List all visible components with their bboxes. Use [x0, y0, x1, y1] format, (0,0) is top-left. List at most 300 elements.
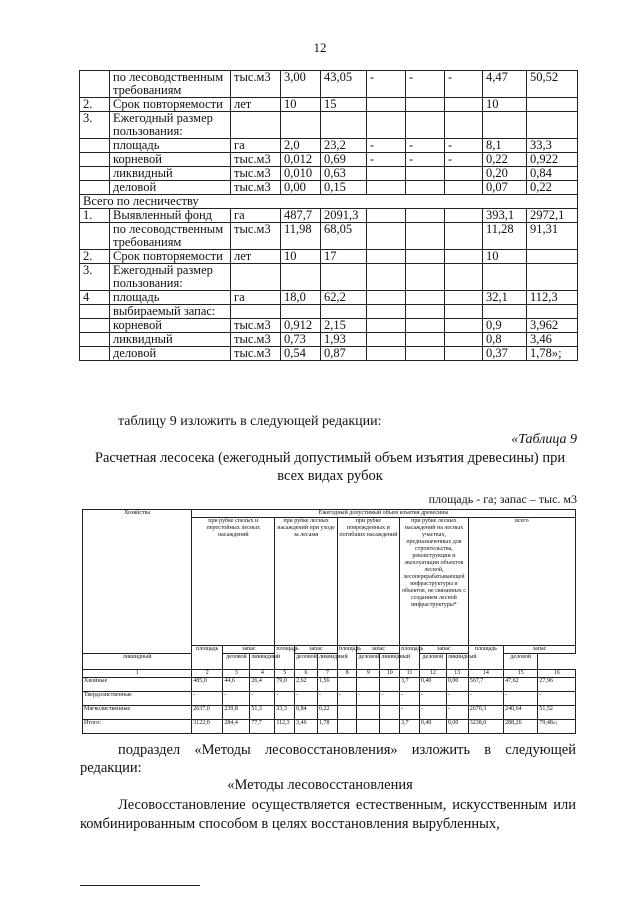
value-cell — [367, 167, 406, 181]
table-row — [80, 319, 578, 333]
value-cell: - — [275, 692, 295, 706]
value-cell — [337, 706, 357, 720]
value-cell: 4,47 — [483, 71, 527, 98]
value-cell — [445, 223, 483, 250]
row-name: корневой — [110, 319, 231, 333]
value-cell — [281, 112, 321, 139]
row-unit: тыс.м3 — [231, 223, 281, 250]
table-row — [80, 167, 578, 181]
row-name: корневой — [110, 153, 231, 167]
value-cell: 0,22 — [317, 706, 337, 720]
value-cell: - — [504, 692, 538, 706]
value-cell: - — [367, 153, 406, 167]
farm-name: Твердолиственные — [83, 692, 192, 706]
table-label: «Таблица 9 — [511, 432, 577, 447]
column-number: 16 — [538, 670, 576, 678]
row-name: площадь — [110, 139, 231, 153]
value-cell — [367, 250, 406, 264]
value-cell: - — [367, 71, 406, 98]
value-cell: - — [445, 71, 483, 98]
value-cell: 10 — [281, 250, 321, 264]
value-cell: 17 — [321, 250, 367, 264]
value-cell: 3122,0 — [192, 720, 223, 734]
value-cell — [380, 720, 400, 734]
row-unit: лет — [231, 98, 281, 112]
row-number — [80, 153, 110, 167]
row-name: выбираемый запас: — [110, 305, 231, 319]
subheader-area: площадь — [468, 646, 503, 670]
table-row — [80, 153, 578, 167]
value-cell — [445, 167, 483, 181]
value-cell: - — [538, 692, 576, 706]
row-number — [80, 71, 110, 98]
row-number — [80, 223, 110, 250]
value-cell: 3,7 — [400, 678, 420, 692]
subheader-stock: запас — [357, 646, 400, 654]
value-cell: 2670,3 — [468, 706, 503, 720]
value-cell — [367, 305, 406, 319]
row-name: Срок повторяемости — [110, 250, 231, 264]
value-cell: 1,78 — [317, 720, 337, 734]
value-cell: 51,52 — [538, 706, 576, 720]
row-unit — [231, 112, 281, 139]
header-farm: Хозяйства — [83, 510, 192, 654]
row-name: Срок повторяемости — [110, 98, 231, 112]
value-cell: 0,00 — [281, 181, 321, 195]
value-cell: 3,00 — [281, 71, 321, 98]
value-cell: - — [446, 706, 468, 720]
column-number: 6 — [295, 670, 318, 678]
value-cell — [527, 250, 578, 264]
value-cell: - — [445, 153, 483, 167]
column-number: 2 — [192, 670, 223, 678]
row-number: 2. — [80, 250, 110, 264]
value-cell — [445, 250, 483, 264]
value-cell — [321, 112, 367, 139]
value-cell: 0,40 — [419, 678, 446, 692]
value-cell: 240,64 — [504, 706, 538, 720]
value-cell: 15 — [321, 98, 367, 112]
value-cell — [406, 264, 445, 291]
column-number: 15 — [504, 670, 538, 678]
allowable-cut-table — [82, 509, 576, 734]
row-unit: тыс.м3 — [231, 167, 281, 181]
table-row — [80, 209, 578, 223]
value-cell — [281, 305, 321, 319]
row-unit: га — [231, 139, 281, 153]
column-number: 11 — [400, 670, 420, 678]
value-cell — [445, 347, 483, 361]
row-name: Ежегодный размер пользования: — [110, 112, 231, 139]
value-cell — [527, 264, 578, 291]
row-number: 1. — [80, 209, 110, 223]
value-cell — [406, 223, 445, 250]
value-cell: - — [406, 71, 445, 98]
row-unit: га — [231, 291, 281, 305]
value-cell: - — [295, 692, 318, 706]
table-row — [83, 720, 576, 734]
value-cell: 0,20 — [483, 167, 527, 181]
value-cell: 18,0 — [281, 291, 321, 305]
value-cell — [445, 98, 483, 112]
value-cell — [367, 98, 406, 112]
table9-title: Расчетная лесосека (ежегодный допустимый объем изъятия древесины) при всех видах рубок — [94, 450, 566, 484]
value-cell: - — [468, 692, 503, 706]
value-cell: 33,3 — [275, 706, 295, 720]
value-cell — [321, 264, 367, 291]
value-cell: 0,63 — [321, 167, 367, 181]
section-row — [80, 195, 578, 209]
table-row — [80, 223, 578, 250]
value-cell: - — [367, 139, 406, 153]
value-cell: 2,0 — [281, 139, 321, 153]
value-cell: 1,93 — [321, 333, 367, 347]
value-cell: 0,22 — [527, 181, 578, 195]
row-name: по лесоводственным требованиям — [110, 71, 231, 98]
column-number: 5 — [275, 670, 295, 678]
table-row — [80, 264, 578, 291]
value-cell — [367, 291, 406, 305]
column-number: 3 — [223, 670, 250, 678]
subheader-liquid: ликвидный — [83, 654, 192, 670]
value-cell — [445, 319, 483, 333]
value-cell: - — [250, 692, 275, 706]
value-cell — [337, 678, 357, 692]
value-cell — [367, 347, 406, 361]
row-number — [80, 333, 110, 347]
subheader-area: площадь — [275, 646, 295, 670]
value-cell — [406, 112, 445, 139]
value-cell: 0,87 — [321, 347, 367, 361]
value-cell: - — [400, 706, 420, 720]
value-cell — [445, 112, 483, 139]
row-name: Выявленный фонд — [110, 209, 231, 223]
table-row — [83, 706, 576, 720]
value-cell — [483, 305, 527, 319]
group-construction: при рубке лесных насаждений на лесных участках, предназначенных для строительства, реконструкции и эксплуатации объектов лесной, лесоперерабатывающей инфраструктуры и объектов, не связанных с созданием лесной инфраструктуры* — [400, 518, 469, 646]
value-cell: 10 — [483, 250, 527, 264]
page-number: 12 — [313, 40, 327, 55]
value-cell — [406, 347, 445, 361]
row-number — [80, 305, 110, 319]
value-cell: - — [223, 692, 250, 706]
value-cell: 0,00 — [446, 720, 468, 734]
column-number: 14 — [468, 670, 503, 678]
stock-table — [79, 70, 578, 361]
row-number — [80, 319, 110, 333]
row-unit: лет — [231, 250, 281, 264]
row-name: деловой — [110, 347, 231, 361]
row-name: ликвидный — [110, 167, 231, 181]
value-cell — [406, 333, 445, 347]
value-cell — [527, 305, 578, 319]
value-cell — [367, 112, 406, 139]
column-number-row — [83, 670, 576, 678]
value-cell: - — [406, 139, 445, 153]
value-cell: 32,1 — [483, 291, 527, 305]
value-cell: 27,96 — [538, 678, 576, 692]
value-cell: 47,62 — [504, 678, 538, 692]
value-cell — [445, 181, 483, 195]
row-unit — [231, 305, 281, 319]
row-number: 3. — [80, 264, 110, 291]
value-cell: 3238,0 — [468, 720, 503, 734]
section-title: Всего по лесничеству — [80, 195, 578, 209]
subheader-stock: запас — [419, 646, 468, 654]
value-cell: 11,28 — [483, 223, 527, 250]
methods-heading: «Методы лесовосстановления — [227, 777, 413, 793]
row-name: ликвидный — [110, 333, 231, 347]
column-number: 4 — [250, 670, 275, 678]
value-cell: 0,912 — [281, 319, 321, 333]
row-unit: тыс.м3 — [231, 333, 281, 347]
value-cell: - — [419, 706, 446, 720]
value-cell — [483, 112, 527, 139]
methods-text: Лесовосстановление осуществляется естественным, искусственным или комбинированным способом в целях восстановления вырубленных, — [80, 797, 576, 832]
table-row — [80, 291, 578, 305]
value-cell — [483, 264, 527, 291]
value-cell — [445, 291, 483, 305]
column-number: 12 — [419, 670, 446, 678]
value-cell — [445, 305, 483, 319]
value-cell — [445, 264, 483, 291]
value-cell — [367, 264, 406, 291]
value-cell: 2,15 — [321, 319, 367, 333]
value-cell: 487,7 — [281, 209, 321, 223]
value-cell: 0,73 — [281, 333, 321, 347]
subheader-stock: запас — [295, 646, 338, 654]
value-cell: 0,07 — [483, 181, 527, 195]
value-cell: 8,1 — [483, 139, 527, 153]
value-cell — [367, 333, 406, 347]
value-cell: 26,4 — [250, 678, 275, 692]
value-cell: - — [445, 139, 483, 153]
column-number: 7 — [317, 670, 337, 678]
value-cell — [406, 291, 445, 305]
value-cell: - — [446, 692, 468, 706]
value-cell: 10 — [483, 98, 527, 112]
subheader-stock: запас — [223, 646, 275, 654]
subheader-liquid: ликвидный — [317, 654, 337, 670]
value-cell: 112,3 — [275, 720, 295, 734]
value-cell — [321, 305, 367, 319]
subheader-liquid: ликвидный — [250, 654, 275, 670]
value-cell: 284,4 — [223, 720, 250, 734]
row-name: деловой — [110, 181, 231, 195]
value-cell: 2972,1 — [527, 209, 578, 223]
value-cell: 0,22 — [483, 153, 527, 167]
subheader-stock: запас — [504, 646, 576, 654]
value-cell: 68,05 — [321, 223, 367, 250]
value-cell: 50,52 — [527, 71, 578, 98]
row-number: 4 — [80, 291, 110, 305]
value-cell: 23,2 — [321, 139, 367, 153]
value-cell: 1,56 — [317, 678, 337, 692]
value-cell: 2091,3 — [321, 209, 367, 223]
footnote-divider — [80, 885, 200, 886]
row-name: по лесоводственным требованиям — [110, 223, 231, 250]
table-row — [83, 692, 576, 706]
value-cell: 0,54 — [281, 347, 321, 361]
subheader-business: деловой — [295, 654, 318, 670]
table-row — [80, 71, 578, 98]
row-name: площадь — [110, 291, 231, 305]
table-row — [80, 181, 578, 195]
value-cell — [406, 209, 445, 223]
value-cell — [527, 98, 578, 112]
column-number: 9 — [357, 670, 380, 678]
value-cell — [357, 678, 380, 692]
value-cell: 10 — [281, 98, 321, 112]
subheader-business: деловой — [419, 654, 446, 670]
value-cell: 91,31 — [527, 223, 578, 250]
farm-name: Хвойные — [83, 678, 192, 692]
value-cell — [380, 706, 400, 720]
table-row — [80, 112, 578, 139]
value-cell: 0,00 — [446, 678, 468, 692]
subheader-area: площадь — [192, 646, 223, 670]
farm-name: Мягколиственные — [83, 706, 192, 720]
value-cell: 0,84 — [527, 167, 578, 181]
value-cell: 239,8 — [223, 706, 250, 720]
row-name: Ежегодный размер пользования: — [110, 264, 231, 291]
subheader-liquid: ликвидный — [446, 654, 468, 670]
value-cell — [406, 98, 445, 112]
group-total: всего — [468, 518, 575, 646]
value-cell: 79,48»; — [538, 720, 576, 734]
row-unit: тыс.м3 — [231, 71, 281, 98]
row-number: 2. — [80, 98, 110, 112]
value-cell: 288,26 — [504, 720, 538, 734]
table-row — [80, 250, 578, 264]
row-unit: га — [231, 209, 281, 223]
value-cell: 112,3 — [527, 291, 578, 305]
farm-name: Итого: — [83, 720, 192, 734]
group-damaged: при рубке поврежденных и погибших насаждений — [337, 518, 399, 646]
table-row — [80, 333, 578, 347]
table-row — [80, 139, 578, 153]
value-cell: 3,46 — [527, 333, 578, 347]
column-number: 13 — [446, 670, 468, 678]
subheader-area: площадь — [337, 646, 357, 670]
subheader-liquid: ликвидный — [380, 654, 400, 670]
row-unit: тыс.м3 — [231, 153, 281, 167]
subheader-business: деловой — [504, 654, 538, 670]
value-cell — [445, 209, 483, 223]
value-cell: 2637,0 — [192, 706, 223, 720]
value-cell: 0,012 — [281, 153, 321, 167]
value-cell: 0,69 — [321, 153, 367, 167]
value-cell: 3,46 — [295, 720, 318, 734]
value-cell: - — [400, 692, 420, 706]
value-cell: 44,6 — [223, 678, 250, 692]
value-cell: 0,8 — [483, 333, 527, 347]
row-unit: тыс.м3 — [231, 347, 281, 361]
value-cell: 77,7 — [250, 720, 275, 734]
value-cell: 79,0 — [275, 678, 295, 692]
column-number: 8 — [337, 670, 357, 678]
group-mature: при рубке спелых и перестойных лесных насаждений — [192, 518, 275, 646]
value-cell: 0,37 — [483, 347, 527, 361]
column-number: 10 — [380, 670, 400, 678]
value-cell — [357, 706, 380, 720]
value-cell — [406, 250, 445, 264]
value-cell: - — [337, 692, 357, 706]
value-cell — [337, 720, 357, 734]
subsection-instruction: подраздел «Методы лесовосстановления» изложить в следующей редакции: — [80, 742, 576, 776]
instruction-line: таблицу 9 изложить в следующей редакции: — [118, 414, 382, 429]
value-cell: 393,1 — [483, 209, 527, 223]
value-cell: 43,05 — [321, 71, 367, 98]
table-row — [83, 678, 576, 692]
value-cell — [367, 209, 406, 223]
row-number: 3. — [80, 112, 110, 139]
value-cell: 33,3 — [527, 139, 578, 153]
value-cell — [445, 333, 483, 347]
value-cell: 62,2 — [321, 291, 367, 305]
value-cell: - — [192, 692, 223, 706]
value-cell: 51,3 — [250, 706, 275, 720]
row-number — [80, 167, 110, 181]
table-row — [80, 98, 578, 112]
row-unit: тыс.м3 — [231, 319, 281, 333]
subheader-business: деловой — [223, 654, 250, 670]
value-cell: 0,15 — [321, 181, 367, 195]
column-number: 1 — [83, 670, 192, 678]
value-cell — [406, 167, 445, 181]
value-cell: - — [380, 692, 400, 706]
value-cell — [281, 264, 321, 291]
value-cell — [367, 223, 406, 250]
row-unit — [231, 264, 281, 291]
units-note: площадь - га; запас – тыс. м3 — [428, 492, 577, 506]
value-cell: 3,7 — [400, 720, 420, 734]
value-cell: - — [406, 153, 445, 167]
value-cell — [406, 181, 445, 195]
row-number — [80, 347, 110, 361]
value-cell: - — [317, 692, 337, 706]
value-cell — [367, 181, 406, 195]
value-cell: 485,0 — [192, 678, 223, 692]
value-cell: 11,98 — [281, 223, 321, 250]
value-cell: 0,84 — [295, 706, 318, 720]
subheader-business: деловой — [357, 654, 380, 670]
subheader-area: площадь — [400, 646, 420, 670]
value-cell: 1,78»; — [527, 347, 578, 361]
table-row — [80, 305, 578, 319]
value-cell — [367, 319, 406, 333]
value-cell: 0,010 — [281, 167, 321, 181]
value-cell: 0,922 — [527, 153, 578, 167]
row-unit: тыс.м3 — [231, 181, 281, 195]
value-cell: 0,9 — [483, 319, 527, 333]
header-main: Ежегодный допустимый объем изъятия древесины — [192, 510, 576, 518]
row-number — [80, 139, 110, 153]
value-cell: 3,962 — [527, 319, 578, 333]
value-cell: - — [357, 692, 380, 706]
value-cell — [527, 112, 578, 139]
value-cell — [357, 720, 380, 734]
group-care: при рубке лесных насаждений при уходе за лесами — [275, 518, 337, 646]
row-number — [80, 181, 110, 195]
value-cell: 567,7 — [468, 678, 503, 692]
value-cell: 2,62 — [295, 678, 318, 692]
table-row — [80, 347, 578, 361]
value-cell: - — [419, 692, 446, 706]
value-cell — [406, 319, 445, 333]
value-cell: 0,40 — [419, 720, 446, 734]
value-cell — [406, 305, 445, 319]
